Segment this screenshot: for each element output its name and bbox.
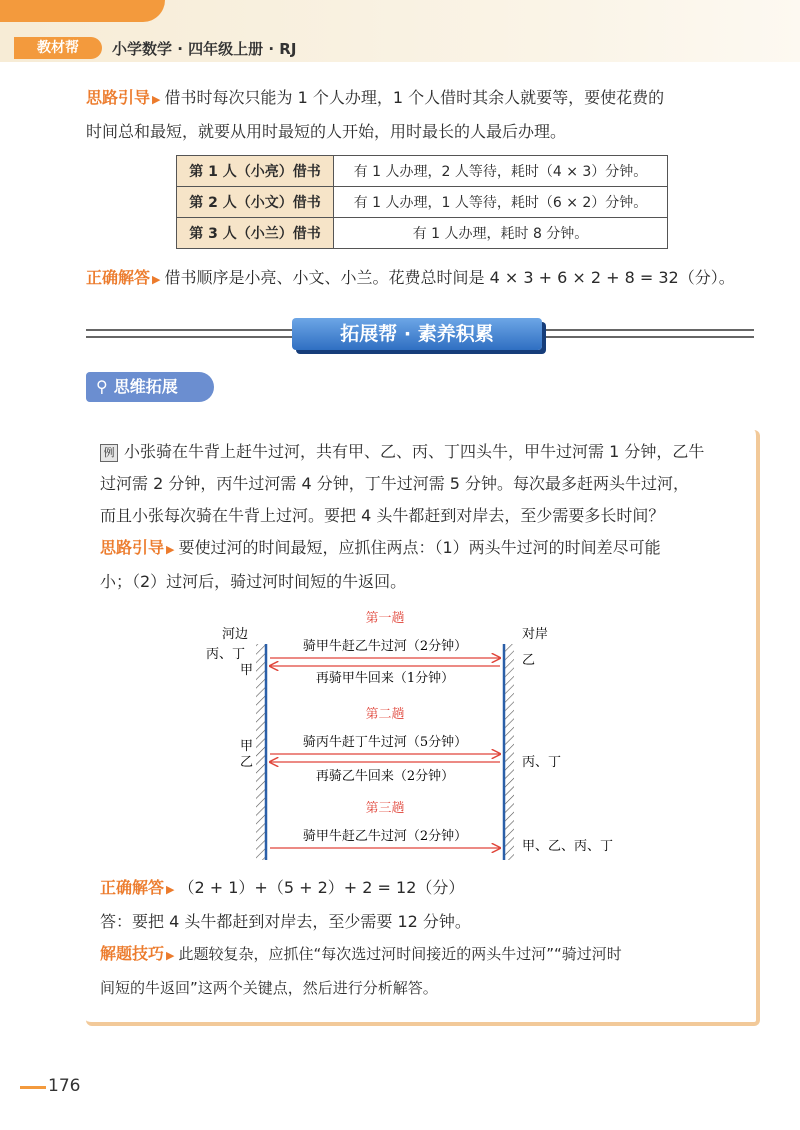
left-bank-label: 河边 [222,627,249,642]
table-row [177,218,668,249]
tag-label: 思维拓展 [113,377,178,396]
table-row [177,187,668,218]
triangle-icon: ▶ [152,93,161,106]
page-number: 176 [48,1076,81,1096]
trip3-right: 甲、乙、丙、丁 [522,839,614,854]
question-line-2: 过河需 2 分钟，丙牛过河需 4 分钟，丁牛过河需 5 分钟。每次最多赶两头牛过河， [100,474,690,493]
trip1-left-top: 丙、丁 [206,647,246,662]
hint-line-2: 小；（2）过河后，骑过河时间短的牛返回。 [100,572,407,591]
triangle-icon: ▶ [166,883,175,896]
triangle-icon: ▶ [152,273,161,286]
answer-label: 正确解答 [86,268,151,287]
question-line-3: 而且小张每次骑在牛背上过河。要把 4 头牛都赶到对岸去，至少需要多长时间？ [100,506,665,525]
problem1-answer [86,262,776,296]
tip-line-2: 间短的牛返回”这两个关键点，然后进行分析解答。 [100,979,438,997]
table-cell: 有 1 人办理，1 人等待，耗时（6 × 2）分钟。 [334,187,668,218]
trip1-back-label: 再骑甲牛回来（1分钟） [315,671,455,686]
right-bank-hatch [504,644,514,860]
answer-text: 借书顺序是小亮、小文、小兰。花费总时间是 4 × 3 + 6 × 2 + 8 = 32（分）。 [164,268,735,287]
hint-label: 思路引导 [86,88,151,107]
problem1-hint [86,82,766,148]
trip2-go-label: 骑丙牛赶丁牛过河（5分钟） [302,735,468,750]
example-mark: 例 [100,444,118,462]
example-question [100,436,760,598]
left-bank-hatch [256,644,266,860]
book-title: 小学数学 · 四年级上册 · RJ [112,40,297,58]
table-cell: 第 2 人（小文）借书 [177,187,334,218]
trip2-right: 丙、丁 [522,755,562,770]
trip1-title: 第一趟 [365,611,405,626]
tip-label: 解题技巧 [100,944,165,963]
example-answer [100,872,760,1004]
hint-line-1: 要使过河的时间最短，应抓住两点：（1）两头牛过河的时间差尽可能 [178,538,661,557]
answer-label: 正确解答 [100,878,165,897]
trip3-title: 第三趟 [365,801,405,816]
trip1-left-bottom: 甲 [240,663,254,678]
trip2-title: 第二趟 [365,707,405,722]
river-diagram [200,608,660,868]
section-tag [86,372,214,402]
table-cell: 第 3 人（小兰）借书 [177,218,334,249]
trip1-go-label: 骑甲牛赶乙牛过河（2分钟） [302,639,468,654]
table-row [177,156,668,187]
key-icon: ⚲ [96,377,108,396]
triangle-icon: ▶ [166,543,175,556]
section-banner: 拓展帮 · 素养积累 [292,318,542,350]
header-accent [0,0,165,22]
trip2-left-top: 甲 [240,739,254,754]
borrow-table [176,155,668,249]
hint-text-2: 时间总和最短，就要从用时最短的人开始，用时最长的人最后办理。 [86,122,567,141]
hint-label: 思路引导 [100,538,165,557]
answer-reply: 答：要把 4 头牛都赶到对岸去，至少需要 12 分钟。 [100,912,471,931]
answer-formula: （2 + 1）+（5 + 2）+ 2 = 12（分） [178,878,465,897]
question-line-1: 小张骑在牛背上赶牛过河，共有甲、乙、丙、丁四头牛，甲牛过河需 1 分钟，乙牛 [124,442,705,461]
trip2-left-bottom: 乙 [240,755,254,770]
trip1-right: 乙 [522,653,536,668]
table-cell: 有 1 人办理，耗时 8 分钟。 [334,218,668,249]
trip2-back-label: 再骑乙牛回来（2分钟） [315,769,455,784]
tip-line-1: 此题较复杂，应抓住“每次选过河时间接近的两头牛过河”“骑过河时 [178,945,622,963]
hint-text-1: 借书时每次只能为 1 个人办理，1 个人借时其余人就要等，要使花费的 [164,88,665,107]
triangle-icon: ▶ [166,949,175,962]
table-cell: 有 1 人办理，2 人等待，耗时（4 × 3）分钟。 [334,156,668,187]
right-bank-label: 对岸 [522,627,549,642]
brand-tab: 教材帮 [14,37,102,59]
trip3-go-label: 骑甲牛赶乙牛过河（2分钟） [302,829,468,844]
table-cell: 第 1 人（小亮）借书 [177,156,334,187]
page-number-bar [20,1086,46,1089]
